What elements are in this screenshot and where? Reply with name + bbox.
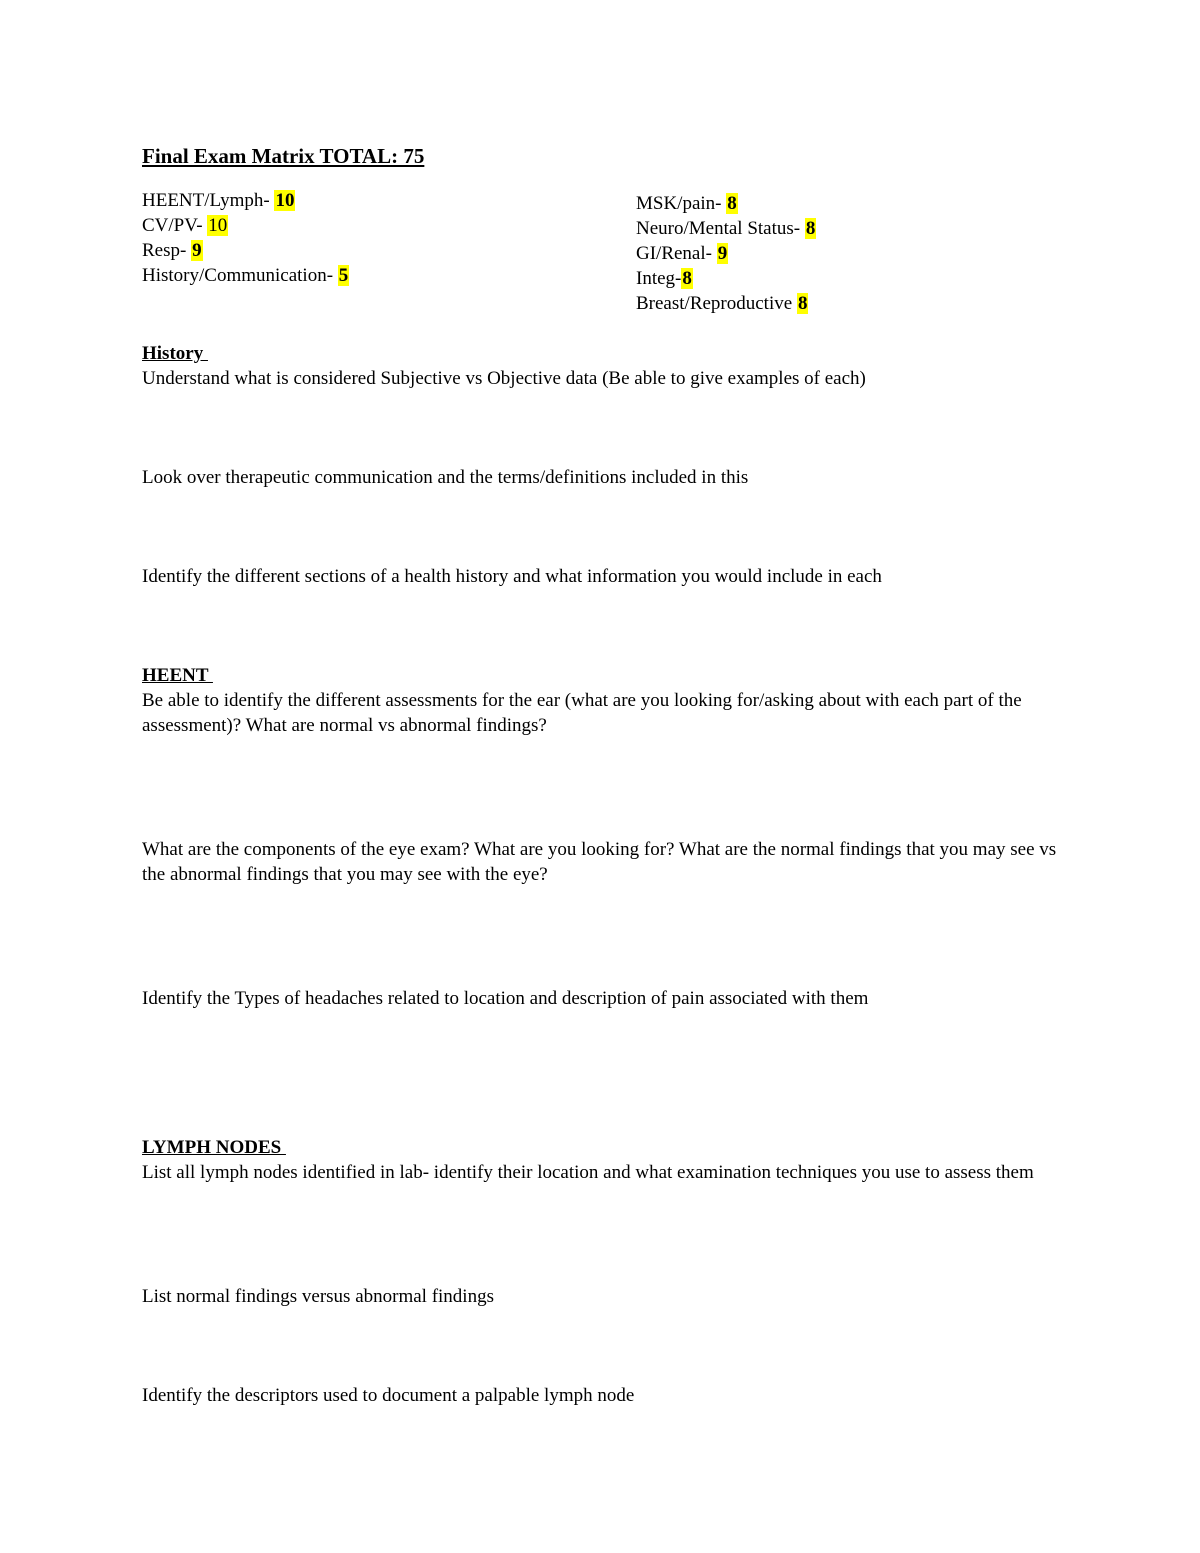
matrix-row-msk-pain	[636, 191, 1096, 216]
matrix-row-integ	[636, 266, 1096, 291]
matrix-label: Breast/Reproductive	[636, 293, 797, 314]
section-heading-lymph-nodes: LYMPH NODES	[142, 1137, 286, 1158]
page-title: Final Exam Matrix TOTAL: 75	[142, 144, 425, 168]
matrix-label: CV/PV-	[142, 215, 208, 236]
matrix-label: Neuro/Mental Status-	[636, 218, 805, 239]
history-item-health-history-sections: Identify the different sections of a health history and what information you would include in each	[142, 566, 882, 587]
matrix-points: 10	[208, 215, 228, 236]
matrix-points: 8	[797, 293, 808, 314]
matrix-label: Resp-	[142, 240, 192, 261]
matrix-row-heent-lymph	[142, 188, 602, 213]
matrix-row-breast-reproductive	[636, 291, 1096, 316]
matrix-points: 5	[338, 265, 349, 286]
matrix-points: 8	[682, 268, 692, 289]
heent-item-headache-types: Identify the Types of headaches related to location and description of pain associated with them	[142, 988, 869, 1009]
matrix-points: 10	[275, 190, 295, 211]
history-item-subjective-objective: Understand what is considered Subjective vs Objective data (Be able to give examples of each)	[142, 368, 866, 389]
lymph-item-lab-nodes: List all lymph nodes identified in lab- identify their location and what examination techniques you use to assess them	[142, 1162, 1034, 1183]
heent-item-ear-assessment: Be able to identify the different assessments for the ear (what are you looking for/asking about with each part of the assessment)? What are normal vs abnormal findings?	[142, 690, 1022, 736]
matrix-row-neuro-mental-status	[636, 216, 1096, 241]
matrix-label: MSK/pain-	[636, 193, 727, 214]
matrix-points: 9	[192, 240, 202, 261]
matrix-row-cv-pv	[142, 213, 602, 238]
section-heading-heent: HEENT	[142, 665, 213, 686]
matrix-label: Integ-	[636, 268, 682, 289]
lymph-item-normal-abnormal: List normal findings versus abnormal findings	[142, 1286, 494, 1307]
lymph-item-descriptors: Identify the descriptors used to document a palpable lymph node	[142, 1385, 635, 1406]
matrix-label: History/Communication-	[142, 265, 338, 286]
matrix-row-history-communication	[142, 263, 602, 288]
matrix-row-gi-renal	[636, 241, 1096, 266]
matrix-right-column	[636, 191, 1096, 316]
matrix-points: 8	[805, 218, 816, 239]
section-heading-history: History	[142, 343, 208, 364]
matrix-points: 9	[717, 243, 728, 264]
matrix-points: 8	[727, 193, 737, 214]
matrix-left-column	[142, 188, 602, 288]
matrix-label: GI/Renal-	[636, 243, 717, 264]
heent-item-eye-exam: What are the components of the eye exam? What are you looking for? What are the normal findings that you may see vs the abnormal findings that you may see with the eye?	[142, 839, 1057, 885]
history-item-therapeutic-communication: Look over therapeutic communication and the terms/definitions included in this	[142, 467, 749, 488]
matrix-row-resp	[142, 238, 602, 263]
matrix-label: HEENT/Lymph-	[142, 190, 275, 211]
